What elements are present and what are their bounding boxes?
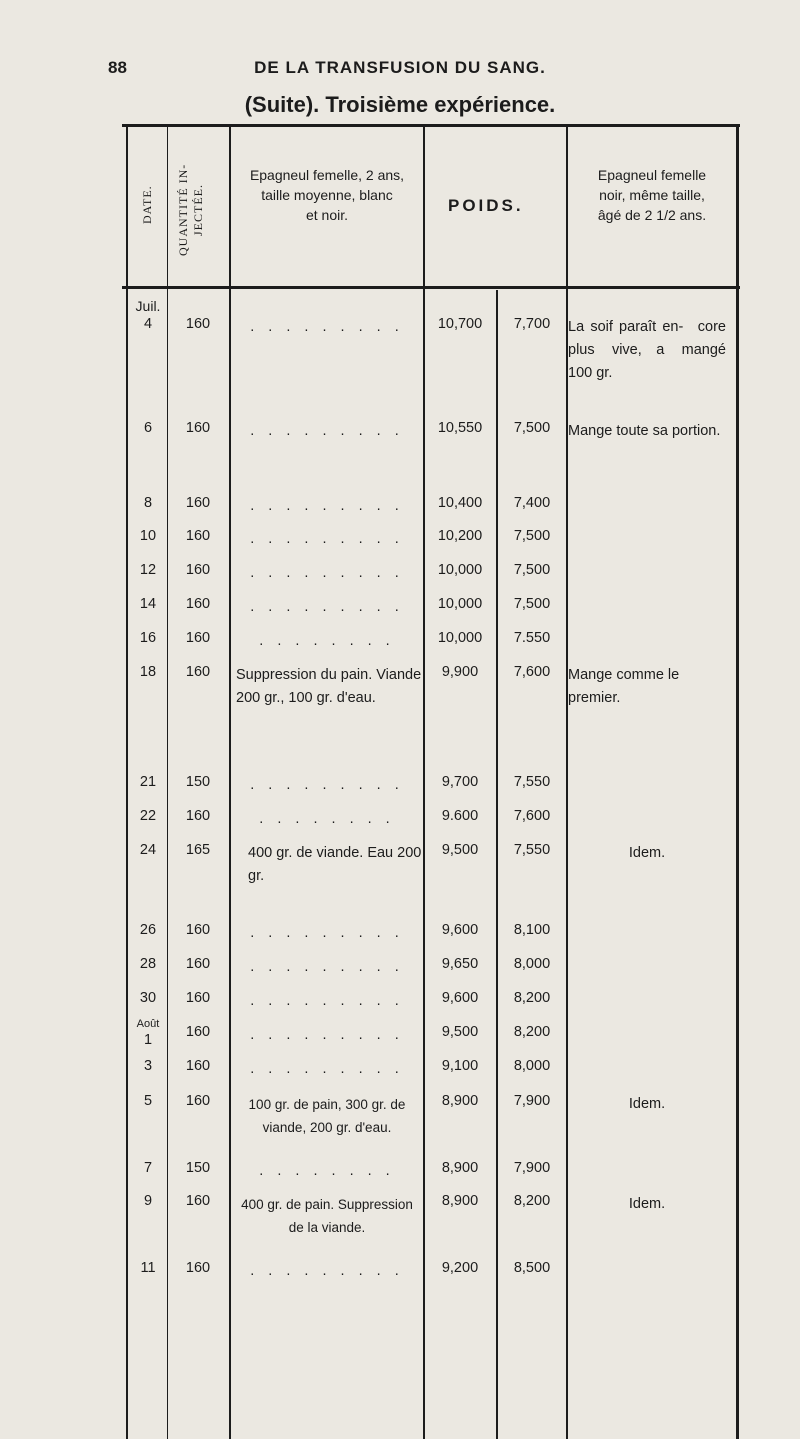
weight-dog1-cell: 9,650 — [441, 956, 479, 972]
weight-dog2-cell: 7,600 — [513, 808, 551, 824]
date-day: 8 — [143, 495, 153, 511]
date-day: 12 — [139, 562, 157, 578]
top-rule — [122, 124, 740, 127]
weight-dog1-cell: 8,900 — [441, 1160, 479, 1176]
weight-dog2-cell: 7,500 — [513, 562, 551, 578]
header-dog2 — [568, 165, 736, 225]
remark-cell: Idem. — [628, 1196, 666, 1212]
date-month: Juil. — [135, 298, 161, 314]
date-month: Août — [136, 1018, 160, 1030]
date-day: 16 — [139, 630, 157, 646]
date-day: 26 — [139, 922, 157, 938]
header-date: DATE. — [140, 185, 154, 225]
date-day: 18 — [139, 664, 157, 680]
date-day: 4 — [143, 316, 153, 332]
remark-cell: Idem. — [628, 1096, 666, 1112]
weight-dog1-cell: 10,550 — [437, 420, 483, 436]
weight-dog1-cell: 9,100 — [441, 1058, 479, 1074]
quantity-cell: 160 — [185, 316, 211, 332]
quantity-cell: 165 — [185, 842, 211, 858]
quantity-cell: 150 — [185, 1160, 211, 1176]
description-cell: 100 gr. de pain, 300 gr. de viande, 200 gr. d'eau. — [248, 1097, 406, 1135]
quantity-cell: 160 — [185, 1193, 211, 1209]
page-number: 88 — [108, 58, 127, 77]
description-cell: . . . . . . . . . — [250, 1027, 404, 1043]
page-header — [0, 58, 800, 88]
weight-dog2-cell: 8,000 — [513, 1058, 551, 1074]
weight-dog2-cell: 7,550 — [513, 774, 551, 790]
weight-dog1-cell: 10,000 — [437, 630, 483, 646]
weight-dog1-cell: 10,000 — [437, 562, 483, 578]
description-cell: . . . . . . . . . — [250, 498, 404, 514]
quantity-cell: 160 — [185, 990, 211, 1006]
weight-dog1-cell: 9,600 — [441, 922, 479, 938]
date-day: 1 — [143, 1032, 153, 1048]
description-cell: Suppression du pain. Viande 200 gr., 100 gr. d'eau. — [236, 667, 422, 706]
description-cell: . . . . . . . . . — [250, 1061, 404, 1077]
weight-dog1-cell: 10,200 — [437, 528, 483, 544]
description-cell: . . . . . . . . . — [250, 993, 404, 1009]
weight-dog1-cell: 9,500 — [441, 1024, 479, 1040]
description-cell: . . . . . . . . — [259, 1163, 395, 1179]
weight-dog1-cell: 9,500 — [441, 842, 479, 858]
weight-dog2-cell: 8,200 — [513, 990, 551, 1006]
weight-dog2-cell: 7,900 — [513, 1093, 551, 1109]
weight-dog1-cell: 9,700 — [441, 774, 479, 790]
header-dog1-line2: taille moyenne, blanc — [261, 187, 393, 203]
description-cell: . . . . . . . . . — [250, 1263, 404, 1279]
remark-cell: Mange toute sa portion. — [568, 423, 721, 439]
header-rule — [122, 286, 740, 289]
date-day: 10 — [139, 528, 157, 544]
weight-dog2-cell: 7,550 — [513, 842, 551, 858]
date-day: 22 — [139, 808, 157, 824]
header-dog1-line3: et noir. — [305, 207, 349, 223]
weight-dog2-cell: 7.550 — [513, 630, 551, 646]
description-cell: . . . . . . . . . — [250, 925, 404, 941]
description-cell: . . . . . . . . . — [250, 565, 404, 581]
table-title: (Suite). Troisième expérience. — [244, 92, 556, 117]
weight-dog2-cell: 7,700 — [513, 316, 551, 332]
description-cell: . . . . . . . . . — [250, 319, 404, 335]
header-dog2-line1: Epagneul femelle — [597, 167, 707, 183]
date-day: 14 — [139, 596, 157, 612]
weight-dog1-cell: 10,400 — [437, 495, 483, 511]
date-day: 5 — [143, 1093, 153, 1109]
description-cell: 400 gr. de pain. Suppression de la viande. — [241, 1197, 413, 1235]
date-day: 6 — [143, 420, 153, 436]
weight-dog1-cell: 9.600 — [441, 808, 479, 824]
quantity-cell: 160 — [185, 1024, 211, 1040]
quantity-cell: 160 — [185, 664, 211, 680]
weight-dog2-cell: 7,900 — [513, 1160, 551, 1176]
quantity-cell: 160 — [185, 528, 211, 544]
weight-dog2-cell: 8,500 — [513, 1260, 551, 1276]
description-cell: . . . . . . . . . — [250, 959, 404, 975]
weight-dog1-cell: 9,900 — [441, 664, 479, 680]
weight-dog2-cell: 7,500 — [513, 528, 551, 544]
date-day: 30 — [139, 990, 157, 1006]
weight-dog2-cell: 7,500 — [513, 596, 551, 612]
weight-dog2-cell: 8,200 — [513, 1024, 551, 1040]
col-rule-right — [736, 124, 739, 1439]
quantity-cell: 160 — [185, 630, 211, 646]
quantity-cell: 160 — [185, 1093, 211, 1109]
header-quantity: QUANTITÉ IN-JECTÉE. — [176, 163, 205, 257]
description-cell: . . . . . . . . . — [250, 777, 404, 793]
header-weight: POIDS. — [448, 196, 524, 215]
weight-dog1-cell: 10,000 — [437, 596, 483, 612]
weight-dog2-cell: 8,000 — [513, 956, 551, 972]
col-rule-qty — [229, 124, 231, 1439]
description-cell: . . . . . . . . . — [250, 599, 404, 615]
date-day: 21 — [139, 774, 157, 790]
date-day: 3 — [143, 1058, 153, 1074]
quantity-cell: 160 — [185, 495, 211, 511]
description-cell: . . . . . . . . . — [250, 531, 404, 547]
quantity-cell: 160 — [185, 922, 211, 938]
weight-dog2-cell: 8,200 — [513, 1193, 551, 1209]
quantity-cell: 160 — [185, 420, 211, 436]
weight-dog1-cell: 8,900 — [441, 1093, 479, 1109]
header-dog2-line3: âgé de 2 1/2 ans. — [597, 207, 707, 223]
weight-dog1-cell: 8,900 — [441, 1193, 479, 1209]
quantity-cell: 160 — [185, 596, 211, 612]
date-day: 9 — [143, 1193, 153, 1209]
description-cell: . . . . . . . . — [259, 633, 395, 649]
weight-dog2-cell: 7,600 — [513, 664, 551, 680]
weight-dog1-cell: 9,200 — [441, 1260, 479, 1276]
weight-dog1-cell: 9,600 — [441, 990, 479, 1006]
description-cell: . . . . . . . . — [259, 811, 395, 827]
remark-cell: La soif paraît en- core plus vive, a mangé 100 gr. — [568, 319, 726, 381]
quantity-cell: 160 — [185, 808, 211, 824]
date-day: 7 — [143, 1160, 153, 1176]
quantity-cell: 160 — [185, 1058, 211, 1074]
date-day: 28 — [139, 956, 157, 972]
running-title: DE LA TRANSFUSION DU SANG. — [254, 58, 546, 77]
quantity-cell: 160 — [185, 956, 211, 972]
weight-dog2-cell: 8,100 — [513, 922, 551, 938]
quantity-cell: 160 — [185, 1260, 211, 1276]
remark-cell: Idem. — [628, 845, 666, 861]
quantity-cell: 160 — [185, 562, 211, 578]
header-dog1 — [232, 165, 422, 225]
weight-dog2-cell: 7,500 — [513, 420, 551, 436]
weight-dog1-cell: 10,700 — [437, 316, 483, 332]
date-day: 24 — [139, 842, 157, 858]
weight-dog2-cell: 7,400 — [513, 495, 551, 511]
header-dog1-line1: Epagneul femelle, 2 ans, — [249, 167, 405, 183]
date-day: 11 — [140, 1260, 156, 1276]
description-cell: . . . . . . . . . — [250, 423, 404, 439]
remark-cell: Mange comme le premier. — [568, 667, 680, 706]
quantity-cell: 150 — [185, 774, 211, 790]
description-cell: 400 gr. de viande. Eau 200 gr. — [248, 845, 422, 884]
header-dog2-line2: noir, même taille, — [599, 187, 705, 203]
